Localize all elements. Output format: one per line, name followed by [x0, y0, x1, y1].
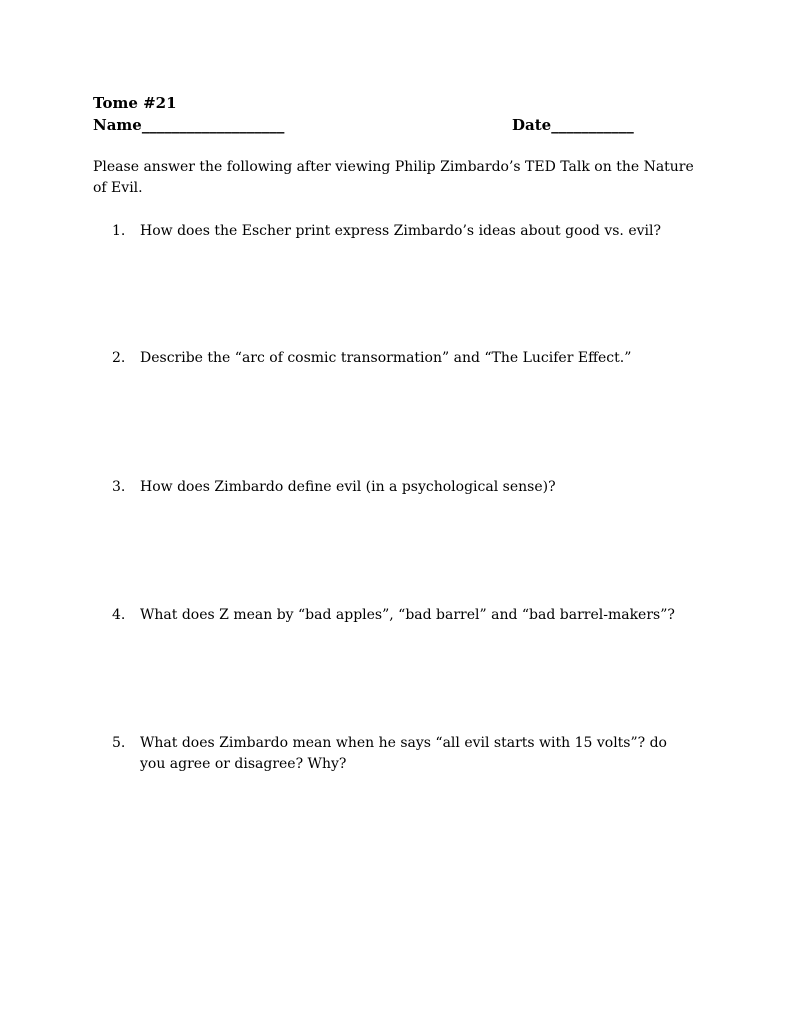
question-number: 5. — [112, 735, 126, 751]
instructions: Please answer the following after viewing Philip Zimbardo’s TED Talk on the Nature of Evil. — [93, 159, 694, 196]
question-number: 4. — [112, 607, 126, 623]
question-number: 1. — [112, 223, 126, 239]
question-4 — [112, 605, 692, 626]
question-number: 2. — [112, 350, 126, 366]
question-3 — [112, 477, 692, 498]
name-field: Name___________________ — [93, 116, 285, 134]
question-1 — [112, 221, 692, 242]
date-field: Date___________ — [512, 116, 634, 134]
question-5 — [112, 733, 692, 775]
question-text: What does Zimbardo mean when he says “all evil starts with 15 volts”? do you agree or disagree? Why? — [140, 735, 667, 772]
question-number: 3. — [112, 479, 126, 495]
worksheet-title: Tome #21 — [93, 94, 177, 112]
question-text: How does Zimbardo define evil (in a psychological sense)? — [140, 479, 556, 495]
question-2 — [112, 348, 692, 369]
question-text: What does Z mean by “bad apples”, “bad barrel” and “bad barrel-makers”? — [140, 607, 675, 623]
name-date-row — [93, 115, 693, 137]
question-text: Describe the “arc of cosmic transormation” and “The Lucifer Effect.” — [140, 350, 632, 366]
question-text: How does the Escher print express Zimbardo’s ideas about good vs. evil? — [140, 223, 661, 239]
